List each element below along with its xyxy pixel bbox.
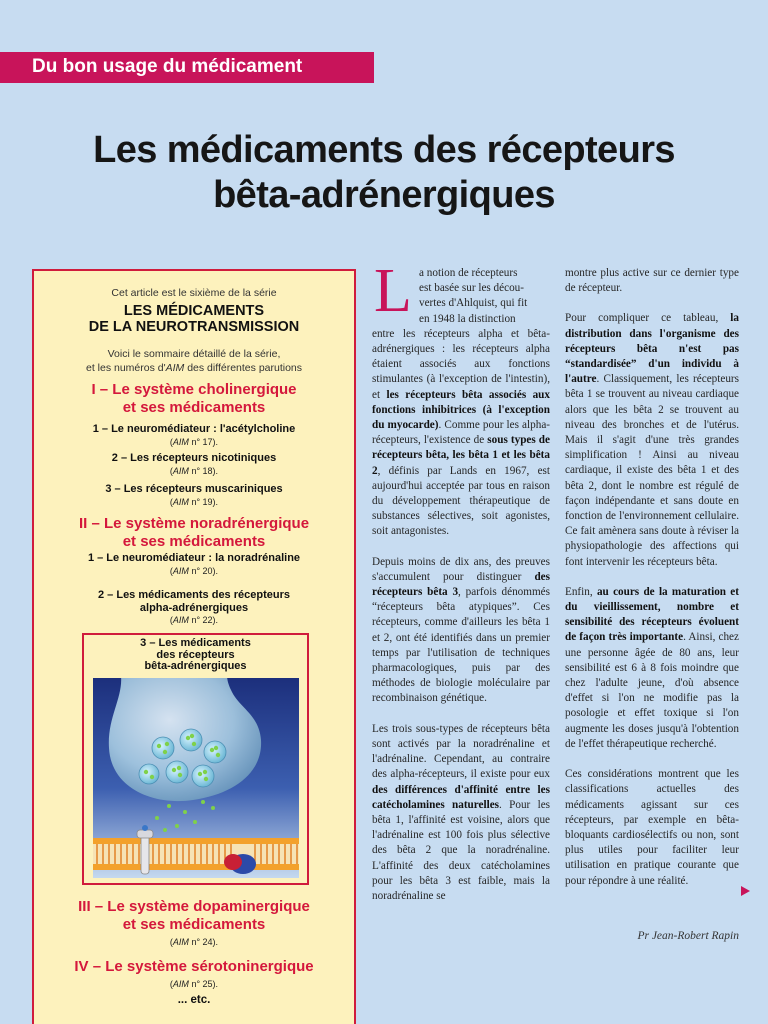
drop-cap: L — [374, 257, 412, 325]
aim-number: n° 20). — [188, 566, 219, 576]
text-line: a notion de récepteurs — [419, 267, 518, 279]
aim-ref — [34, 437, 354, 447]
note-text: des différentes parutions — [184, 362, 303, 374]
vesicle — [139, 764, 159, 784]
inset-title — [84, 638, 307, 673]
aim-paren: ( — [169, 466, 173, 476]
article-paragraph: montre plus active sur ce dernier type de récepteur. — [565, 267, 739, 295]
bold-run: des récepteurs bêta 3 — [372, 570, 550, 599]
vesicle — [166, 761, 188, 783]
article-paragraph: Ces considérations montrent que les classifications actuelles des médicaments agissant sur ces récepteurs, par exemple en bêta-bloquants cardiosélectifs ou non, sont plus utiles pour faciliter leur utilisation en pratique courante que pour répondre à une réalité. — [565, 768, 739, 887]
vesicle — [204, 741, 226, 763]
series-sidebar — [32, 269, 356, 1024]
aim-word: AIM — [172, 466, 189, 476]
section-heading-line: IV – Le système sérotoninergique — [74, 958, 314, 975]
aim-ref — [34, 979, 354, 989]
note-line-2 — [34, 361, 354, 375]
section-heading-line: et ses médicaments — [122, 399, 266, 416]
text-line: vertes d'Ahlquist, qui fit — [419, 297, 528, 310]
text-line: en 1948 la distinction — [419, 312, 516, 325]
bold-run: les récepteurs bêta associés aux fonctions inhibitrices (à l'exception du myocarde) — [372, 388, 550, 432]
subitem: 2 – Les récepteurs nicotiniques — [111, 452, 277, 464]
aim-word: AIM — [172, 615, 189, 625]
article-paragraph — [565, 585, 739, 752]
inset-title-line: 3 – Les médicaments — [140, 637, 251, 649]
article-paragraph — [372, 722, 550, 904]
note-line-1: Voici le sommaire détaillé de la série, — [107, 348, 281, 360]
text-run: . Pour les bêta 1, l'affinité est voisine, alors que l'adrénaline est 100 fois plus sélective des bêta 2 que la noradrénaline. L'affinité des deux catécholamines pour les bêta 3 est faible, mais la noradrénaline se — [372, 798, 551, 902]
banner-label: Du bon usage du médicament — [32, 56, 303, 77]
vesicle — [152, 737, 174, 759]
aim-number: n° 22). — [188, 615, 219, 625]
article-column-2 — [565, 266, 739, 904]
text-run: Enfin, — [565, 585, 597, 598]
series-title — [34, 303, 354, 335]
aim-word: AIM — [172, 497, 189, 507]
subitem — [34, 589, 354, 614]
vesicle — [180, 729, 202, 751]
text-run: . Ainsi, chez une personne âgée de 80 ans, leur sensibilité est 6 à 8 fois moindre que chez l'adulte jeune, d'où absence d'effet si l'on ne modifie pas la posologie et effet toxique si l'on augmente les doses jusqu'à l'obtention de l'effet thérapeutique recherché. — [565, 631, 739, 750]
text-line: est basée sur les décou- — [419, 282, 524, 295]
article-column-1 — [372, 266, 550, 919]
aim-number: n° 25). — [188, 979, 219, 989]
end-of-article-triangle-icon — [741, 886, 750, 896]
author-signature: Pr Jean-Robert Rapin — [637, 930, 739, 942]
subitem: 3 – Les récepteurs muscariniques — [105, 483, 283, 495]
aim-ref — [34, 497, 354, 507]
aim-number: n° 24). — [188, 937, 219, 947]
aim-paren: ( — [169, 937, 173, 947]
subitem-line: 2 – Les médicaments des récepteurs — [98, 589, 290, 601]
page-title — [0, 128, 768, 218]
section-heading-line: II – Le système noradrénergique — [78, 515, 310, 532]
section-heading-line: III – Le système dopaminergique — [78, 898, 310, 915]
section-heading-1 — [34, 381, 354, 417]
section-heading-3 — [34, 898, 354, 934]
article-paragraph — [372, 266, 550, 540]
note-aim: AIM — [165, 362, 185, 374]
aim-word: AIM — [172, 566, 189, 576]
article-paragraph — [372, 555, 550, 707]
aim-paren: ( — [169, 615, 173, 625]
section-heading-4 — [34, 958, 354, 976]
inset-title-line: bêta-adrénergiques — [144, 660, 247, 672]
bold-run: la distribution dans l'organisme des récepteurs bêta n'est pas “standardisée” d'un individu à l'autre — [565, 312, 739, 386]
title-line-1: Les médicaments des récepteurs — [93, 129, 675, 171]
article-paragraph — [565, 311, 739, 569]
bold-run: sous types de récepteurs bêta, les bêta 1 et les bêta 2 — [372, 434, 550, 477]
section-banner — [0, 52, 374, 83]
text-run: Pour compliquer ce tableau, — [565, 312, 731, 325]
aim-ref — [34, 937, 354, 947]
text-run: , parfois dénommés “récepteurs bêta atypiques”. Ces récepteurs, comme d'ailleurs les bêta 1 et 2, ont été identifiés dans un premier temps par l'utilisation de techniques pharmacologiques, puis par des méthodes de biologie moléculaire par recombinaison génétique. — [372, 586, 550, 705]
note-text: et les numéros d' — [85, 362, 166, 374]
text-run: Depuis moins de dix ans, des preuves s'accumulent pour distinguer — [372, 555, 550, 583]
aim-paren: ( — [169, 979, 173, 989]
aim-ref — [34, 566, 354, 576]
etc-text: ... etc. — [177, 994, 211, 1006]
text-run: . Classiquement, les récepteurs bêta 1 se trouvent au niveau cardiaque alors que les bêta 2 se trouvent au niveau des bronches et de l'utérus. Mais il s'agit d'une très grandes simplification ! Ainsi au niveau cardiaque, il existe des bêta 1 et des bêta 2, dont le nombre est régulé de façon indépendante et sans doute en fonction de l'environnement cellulaire. Ce fait amènera sans doute à réviser la physiopathologie des affections qui font intervenir les récepteurs bêta. — [565, 373, 739, 568]
series-title-line-1: LES MÉDICAMENTS — [123, 303, 265, 319]
title-line-2: bêta-adrénergiques — [213, 174, 555, 216]
cell-membrane — [93, 838, 299, 870]
text-run: . Comme pour les alpha-récepteurs, l'existence de — [372, 419, 551, 447]
aim-number: n° 18). — [188, 466, 219, 476]
aim-word: AIM — [172, 937, 189, 947]
section-heading-2 — [34, 515, 354, 551]
subitem: 1 – Le neuromédiateur : la noradrénaline — [87, 552, 301, 564]
aim-word: AIM — [172, 437, 189, 447]
bold-run: des différences d'affinité entre les catécholamines naturelles — [372, 783, 550, 811]
aim-paren: ( — [169, 437, 173, 447]
current-article-inset — [82, 633, 309, 885]
subitem-line: alpha-adrénergiques — [139, 601, 249, 614]
aim-number: n° 17). — [188, 437, 219, 447]
aim-paren: ( — [169, 497, 173, 507]
bold-run: au cours de la maturation et du vieillissement, nombre et sensibilité des récepteurs évoluent de façon très importante — [565, 585, 739, 644]
series-title-line-2: DE LA NEUROTRANSMISSION — [88, 319, 300, 335]
sidebar-note — [34, 347, 354, 375]
aim-number: n° 19). — [188, 497, 219, 507]
section-heading-line: I – Le système cholinergique — [91, 381, 297, 398]
aim-word: AIM — [172, 979, 189, 989]
aim-ref — [34, 466, 354, 476]
vesicle — [192, 765, 214, 787]
text-run: Les trois sous-types de récepteurs bêta sont activés par la noradrénaline et l'adrénaline. Cependant, au contraire des alpha-récepteurs, il existe pour eux — [372, 722, 550, 781]
aim-paren: ( — [169, 566, 173, 576]
sidebar-intro: Cet article est le sixième de la série — [111, 287, 277, 299]
subitem: 1 – Le neuromédiateur : l'acétylcholine — [92, 423, 296, 435]
section-heading-line: et ses médicaments — [122, 533, 266, 550]
inset-title-line: des récepteurs — [156, 648, 235, 661]
section-heading-line: et ses médicaments — [122, 916, 266, 933]
text-run: entre les récepteurs alpha et bêta-adrénergiques : les récepteurs alpha étaient associés aux fonctions stimulantes (à l'exception de l'intestin), et — [372, 327, 550, 401]
synapse-illustration — [93, 678, 299, 878]
text-run: , définis par Lands en 1967, est aujourd'hui acceptée par tous en raison du développement thérapeutique de substances sélectives, soit agonistes, soit antagonistes. — [372, 464, 550, 538]
aim-ref — [34, 615, 354, 625]
